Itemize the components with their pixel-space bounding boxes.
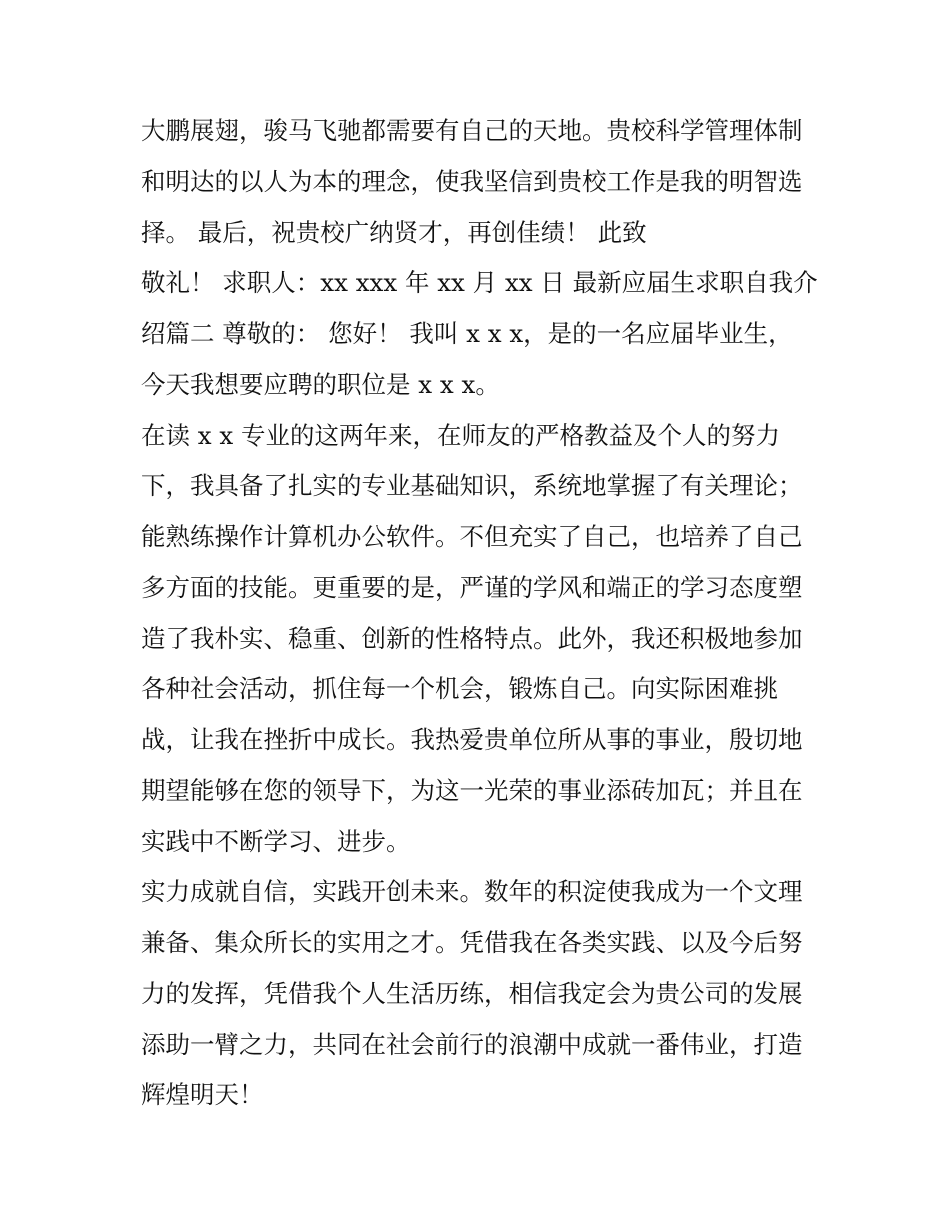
text-line: 期望能够在您的领导下，为这一光荣的事业添砖加瓦；并且在 bbox=[141, 775, 803, 805]
text-line: 战，让我在挫折中成长。我热爱贵单位所从事的事业，殷切地 bbox=[141, 725, 803, 754]
text-line: 绍篇二 尊敬的： 您好！ 我叫 x x x，是的一名应届毕业生， bbox=[141, 319, 793, 348]
text-line: 辉煌明天！ bbox=[141, 1080, 264, 1110]
text-line: 和明达的以人为本的理念，使我坚信到贵校工作是我的明智选 bbox=[141, 166, 803, 196]
text-line: 多方面的技能。更重要的是，严谨的学风和端正的学习态度塑 bbox=[141, 572, 803, 602]
text-line: 添助一臂之力，共同在社会前行的浪潮中成就一番伟业，打造 bbox=[141, 1029, 803, 1059]
text-line: 在读 x x 专业的这两年来，在师友的严格教益及个人的努力 bbox=[141, 420, 780, 450]
text-line: 力的发挥，凭借我个人生活历练，相信我定会为贵公司的发展 bbox=[141, 978, 803, 1008]
text-line: 大鹏展翅，骏马飞驰都需要有自己的天地。贵校科学管理体制 bbox=[141, 116, 803, 145]
text-line: 实力成就自信，实践开创未来。数年的积淀使我成为一个文理 bbox=[141, 877, 803, 907]
text-line: 造了我朴实、稳重、创新的性格特点。此外，我还积极地参加 bbox=[141, 623, 803, 653]
text-line: 敬礼！ 求职人：xx xxx 年 xx 月 xx 日 最新应届生求职自我介 bbox=[141, 268, 818, 298]
document-body bbox=[141, 106, 821, 1121]
text-line: 今天我想要应聘的职位是 x x x。 bbox=[141, 369, 500, 399]
text-line: 各种社会活动，抓住每一个机会，锻炼自己。向实际困难挑 bbox=[141, 674, 778, 704]
text-line: 下，我具备了扎实的专业基础知识，系统地掌握了有关理论； bbox=[141, 471, 803, 501]
text-line: 能熟练操作计算机办公软件。不但充实了自己，也培养了自己 bbox=[141, 522, 803, 551]
text-line: 兼备、集众所长的实用之才。凭借我在各类实践、以及今后努 bbox=[141, 928, 803, 957]
text-line: 择。 最后，祝贵校广纳贤才，再创佳绩！ 此致 bbox=[141, 217, 647, 247]
text-line: 实践中不断学习、进步。 bbox=[141, 826, 411, 856]
